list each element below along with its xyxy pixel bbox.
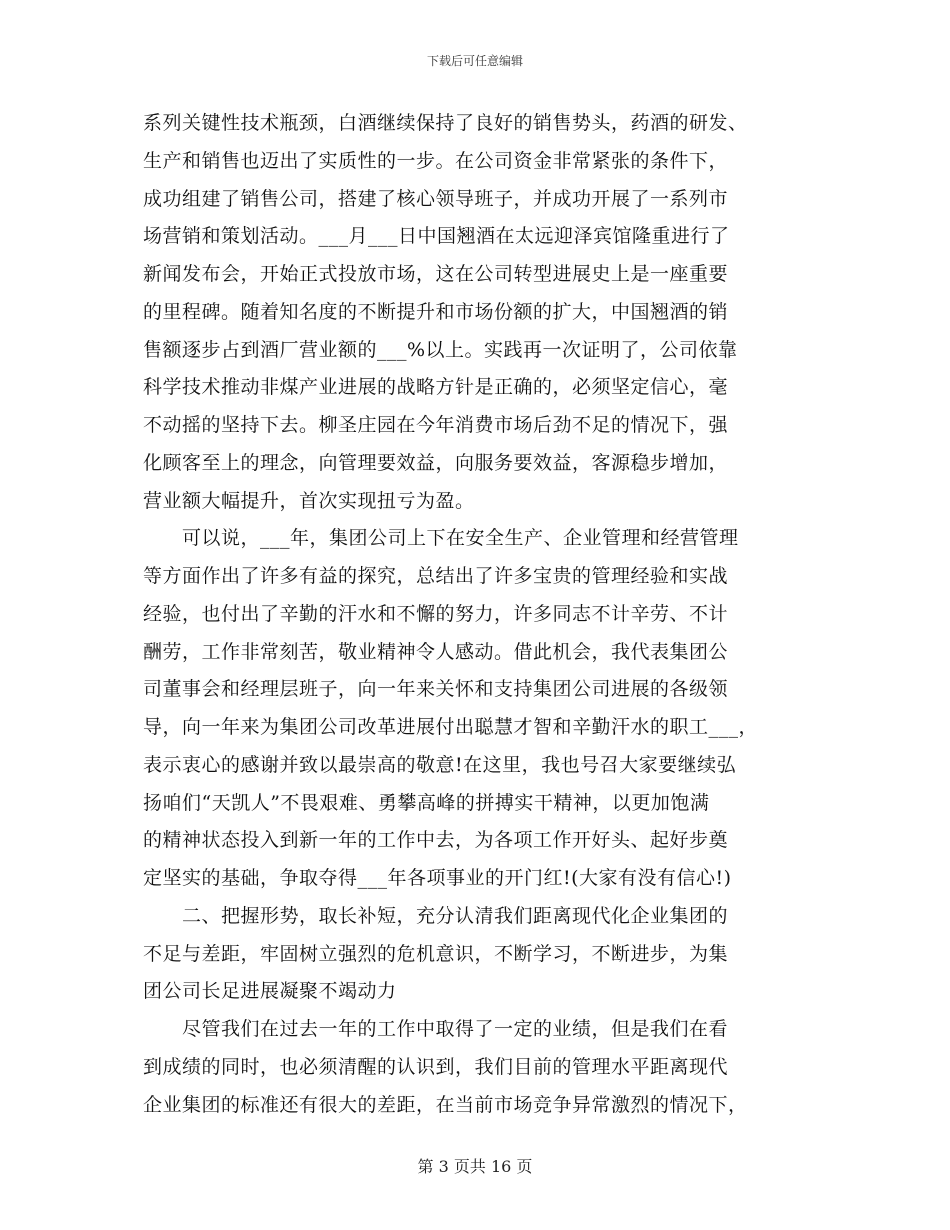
text-line: 售额逐步占到酒厂营业额的___%以上。实践再一次证明了，公司依靠 xyxy=(143,338,738,361)
text-line: 的里程碑。随着知名度的不断提升和市场份额的扩大，中国翘酒的销 xyxy=(143,300,729,323)
text-line: 系列关键性技术瓶颈，白酒继续保持了良好的销售势头，药酒的研发、 xyxy=(143,112,748,134)
text-line: 场营销和策划活动。___月___日中国翘酒在太远迎泽宾馆隆重进行了 xyxy=(143,225,730,248)
text-line: 营业额大幅提升，首次实现扭亏为盈。 xyxy=(143,489,475,512)
text-line: 导，向一年来为集团公司改革进展付出聪慧才智和辛勤汗水的职工___， xyxy=(143,716,759,738)
section-heading-line: 团公司长足进展凝聚不竭动力 xyxy=(143,980,397,1003)
text-line: 的精神状态投入到新一年的工作中去，为各项工作开好头、起好步奠 xyxy=(143,829,729,852)
text-line: 成功组建了销售公司，搭建了核心领导班子，并成功开展了一系列市 xyxy=(143,187,729,210)
page-number-footer: 第 3 页共 16 页 xyxy=(417,1157,533,1176)
text-line: 不动摇的坚持下去。柳圣庄园在今年消费市场后劲不足的情况下，强 xyxy=(143,414,729,436)
text-line: 科学技术推动非煤产业进展的战略方针是正确的，必须坚定信心，毫 xyxy=(143,376,729,399)
text-line: 等方面作出了许多有益的探究，总结出了许多宝贵的管理经验和实战 xyxy=(143,565,729,587)
text-line: 到成绩的同时，也必须清醒的认识到，我们目前的管理水平距离现代 xyxy=(143,1055,729,1078)
text-line: 定坚实的基础，争取夺得___年各项事业的开门红!(大家有没有信心!) xyxy=(143,867,732,889)
paragraph-start-line: 尽管我们在过去一年的工作中取得了一定的业绩，但是我们在看 xyxy=(143,1018,729,1040)
text-line: 企业集团的标准还有很大的差距，在当前市场竞争异常激烈的情况下， xyxy=(143,1093,748,1116)
body-text xyxy=(143,105,813,1124)
page-header: 下载后可任意编辑 xyxy=(426,54,523,68)
text-line: 新闻发布会，开始正式投放市场，这在公司转型进展史上是一座重要 xyxy=(143,263,729,285)
paragraph-start-line: 可以说，___年，集团公司上下在安全生产、企业管理和经营管理 xyxy=(143,527,739,550)
text-line: 生产和销售也迈出了实质性的一步。在公司资金非常紧张的条件下， xyxy=(143,149,729,172)
text-line: 化顾客至上的理念，向管理要效益，向服务要效益，客源稳步增加， xyxy=(143,451,729,474)
section-heading-line: 二、把握形势，取长补短，充分认清我们距离现代化企业集团的 xyxy=(143,904,729,927)
text-line: 表示衷心的感谢并致以最崇高的敬意!在这里，我也号召大家要继续弘 xyxy=(143,753,737,776)
section-heading-line: 不足与差距，牢固树立强烈的危机意识，不断学习，不断进步，为集 xyxy=(143,942,729,965)
text-line: 经验，也付出了辛勤的汗水和不懈的努力，许多同志不计辛劳、不计 xyxy=(143,602,729,625)
text-line: 扬咱们“天凯人”不畏艰难、勇攀高峰的拼搏实干精神，以更加饱满 xyxy=(143,791,710,814)
text-line: 司董事会和经理层班子，向一年来关怀和支持集团公司进展的各级领 xyxy=(143,678,729,701)
text-line: 酬劳，工作非常刻苦，敬业精神令人感动。借此机会，我代表集团公 xyxy=(143,640,729,663)
